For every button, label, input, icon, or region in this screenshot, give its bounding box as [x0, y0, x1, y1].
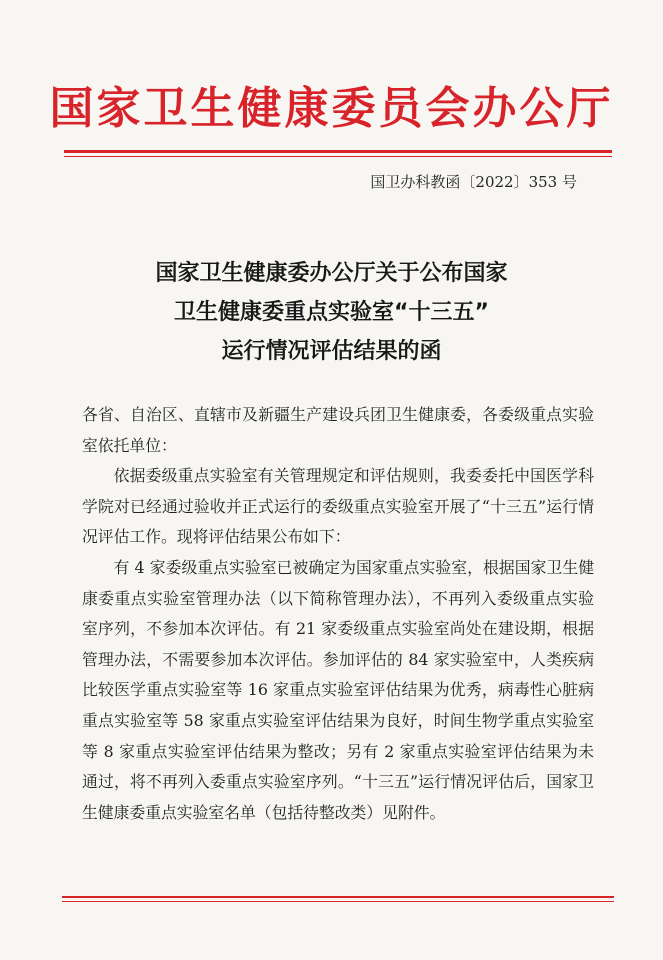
document-title	[0, 254, 663, 371]
body-paragraph-1: 依据委级重点实验室有关管理规定和评估规则，我委委托中国医学科学院对已经通过验收并正式运行的委级重点实验室开展了“十三五”运行情况评估工作。现将评估结果公布如下：	[82, 466, 594, 547]
title-line-3: 运行情况评估结果的函	[221, 339, 442, 364]
salutation: 各省、自治区、直辖市及新疆生产建设兵团卫生健康委，各委级重点实验室依托单位：	[82, 405, 594, 455]
document-body	[82, 400, 594, 828]
document-number: 国卫办科教函〔2022〕353 号	[370, 173, 577, 191]
title-line-1: 国家卫生健康委办公厅关于公布国家	[155, 261, 508, 286]
footer-red-rule	[62, 896, 614, 898]
body-paragraph-2: 有 4 家委级重点实验室已被确定为国家重点实验室，根据国家卫生健康委重点实验室管理办法（以下简称管理办法），不再列入委级重点实验室序列，不参加本次评估。有 21 家委级重点实验室尚处在建设期，根据管理办法，不需要参加本次评估。参加评估的 84 家实验室中，人类疾病比较医学重点实验室等 16 家重点实验室评估结果为优秀，病毒性心脏病重点实验室等 58 家重点实验室评估结果为良好，时间生物学重点实验室等 8 家重点实验室评估结果为整改；另有 2 家重点实验室评估结果为未通过，将不再列入委重点实验室序列。“十三五”运行情况评估后，国家卫生健康委重点实验室名单（包括待整改类）见附件。	[82, 557, 594, 822]
issuing-organization-header: 国家卫生健康委员会办公厅	[49, 83, 614, 134]
title-line-2: 卫生健康委重点实验室“十三五”	[174, 300, 489, 325]
footer-red-rule-thin	[62, 901, 614, 902]
header-red-rule	[64, 150, 612, 153]
header-red-rule-thin	[64, 156, 612, 157]
